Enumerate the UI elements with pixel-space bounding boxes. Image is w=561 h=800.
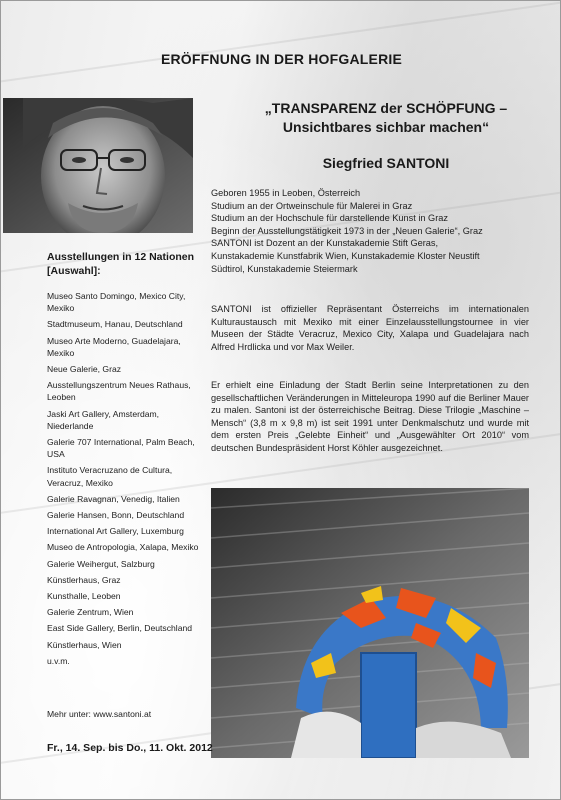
exhibition-dates: Fr., 14. Sep. bis Do., 11. Okt. 2012 bbox=[47, 742, 213, 754]
list-item: Museo Arte Moderno, Guadelajara, Mexiko bbox=[47, 335, 181, 358]
list-item: u.v.m. bbox=[47, 655, 70, 666]
exhibition-subtitle bbox=[211, 99, 561, 137]
exhibitions-list bbox=[47, 290, 207, 671]
list-item: Galerie 707 International, Palm Beach, USA bbox=[47, 437, 195, 460]
bio-paragraph-mexico: SANTONI ist offizieller Repräsentant Österreichs im internationalen Kulturaustausch mit Mexiko mit einer Einzelausstellungstournee in vier Museen der Städte Veracruz, Mexico City, Xalapa und Guadelajara nach Alfred Hrdlicka und vor Max Weiler. bbox=[211, 304, 529, 352]
list-item: East Side Gallery, Berlin, Deutschland bbox=[47, 623, 193, 634]
list-item: Galerie Ravagnan, Venedig, Italien bbox=[47, 493, 180, 504]
artist-name: Siegfried SANTONI bbox=[322, 155, 450, 171]
bio-line: Südtirol, Kunstakademie Steiermark bbox=[211, 263, 358, 274]
subtitle-line-1: „TRANSPARENZ der SCHÖPFUNG – bbox=[264, 100, 508, 116]
exhibitions-heading bbox=[47, 250, 207, 278]
bio-paragraph-berlin: Er erhielt eine Einladung der Stadt Berlin seine Interpretationen zu den gesellschaftlichen Veränderungen in Mitteleuropa 1990 auf die Berliner Mauer zu malen. Santoni ist der österreichische Beitrag. Diese Trilogie „Maschine – Mensch“ (3,8 m x 9,8 m) ist seit 1991 unter Denkmalschutz und wurde mit dem ersten Preis „Gelebte Einheit“ und „Ausgewählter Ort 2010“ vom deutschen Bundespräsident Horst Köhler ausgezeichnet. bbox=[211, 380, 529, 453]
bio-line: SANTONI ist Dozent an der Kunstakademie Stift Geras, bbox=[211, 238, 439, 249]
list-item: Galerie Hansen, Bonn, Deutschland bbox=[47, 510, 185, 521]
list-item: Künstlerhaus, Graz bbox=[47, 574, 121, 585]
exhibitions-heading-line-2: [Auswahl]: bbox=[47, 265, 101, 277]
bio-line: Beginn der Ausstellungstätigkeit 1973 in der „Neuen Galerie“, Graz bbox=[211, 225, 483, 236]
exhibitions-heading-line-1: Ausstellungen in 12 Nationen bbox=[47, 251, 195, 263]
list-item: Ausstellungszentrum Neues Rathaus, Leoben bbox=[47, 380, 191, 403]
list-item: Stadtmuseum, Hanau, Deutschland bbox=[47, 319, 183, 330]
list-item: International Art Gallery, Luxemburg bbox=[47, 526, 184, 537]
bio-line: Geboren 1955 in Leoben, Österreich bbox=[211, 188, 361, 198]
artist-bio bbox=[211, 187, 529, 275]
list-item: Kunsthalle, Leoben bbox=[47, 591, 121, 602]
list-item: Neue Galerie, Graz bbox=[47, 364, 122, 375]
list-item: Jaski Art Gallery, Amsterdam, Niederlande bbox=[47, 408, 160, 431]
list-item: Museo de Antropologia, Xalapa, Mexiko bbox=[47, 542, 199, 553]
page-title: ERÖFFNUNG IN DER HOFGALERIE bbox=[160, 51, 403, 67]
artwork-painting bbox=[211, 488, 529, 758]
list-item: Galerie Zentrum, Wien bbox=[47, 607, 134, 618]
artist-portrait-photo bbox=[3, 98, 193, 233]
website-link[interactable]: Mehr unter: www.santoni.at bbox=[47, 709, 152, 719]
subtitle-line-2: Unsichtbares sichbar machen“ bbox=[282, 119, 490, 135]
list-item: Instituto Veracruzano de Cultura, Veracruz, Mexiko bbox=[47, 465, 173, 488]
bio-line: Studium an der Ortweinschule für Malerei in Graz bbox=[211, 200, 413, 211]
list-item: Museo Santo Domingo, Mexico City, Mexiko bbox=[47, 291, 186, 314]
bio-line: Studium an der Hochschule für darstellende Kunst in Graz bbox=[211, 213, 448, 224]
list-item: Galerie Weihergut, Salzburg bbox=[47, 558, 155, 569]
list-item: Künstlerhaus, Wien bbox=[47, 639, 122, 650]
bio-line: Kunstakademie Kunstfabrik Wien, Kunstakademie Kloster Neustift bbox=[211, 250, 480, 261]
